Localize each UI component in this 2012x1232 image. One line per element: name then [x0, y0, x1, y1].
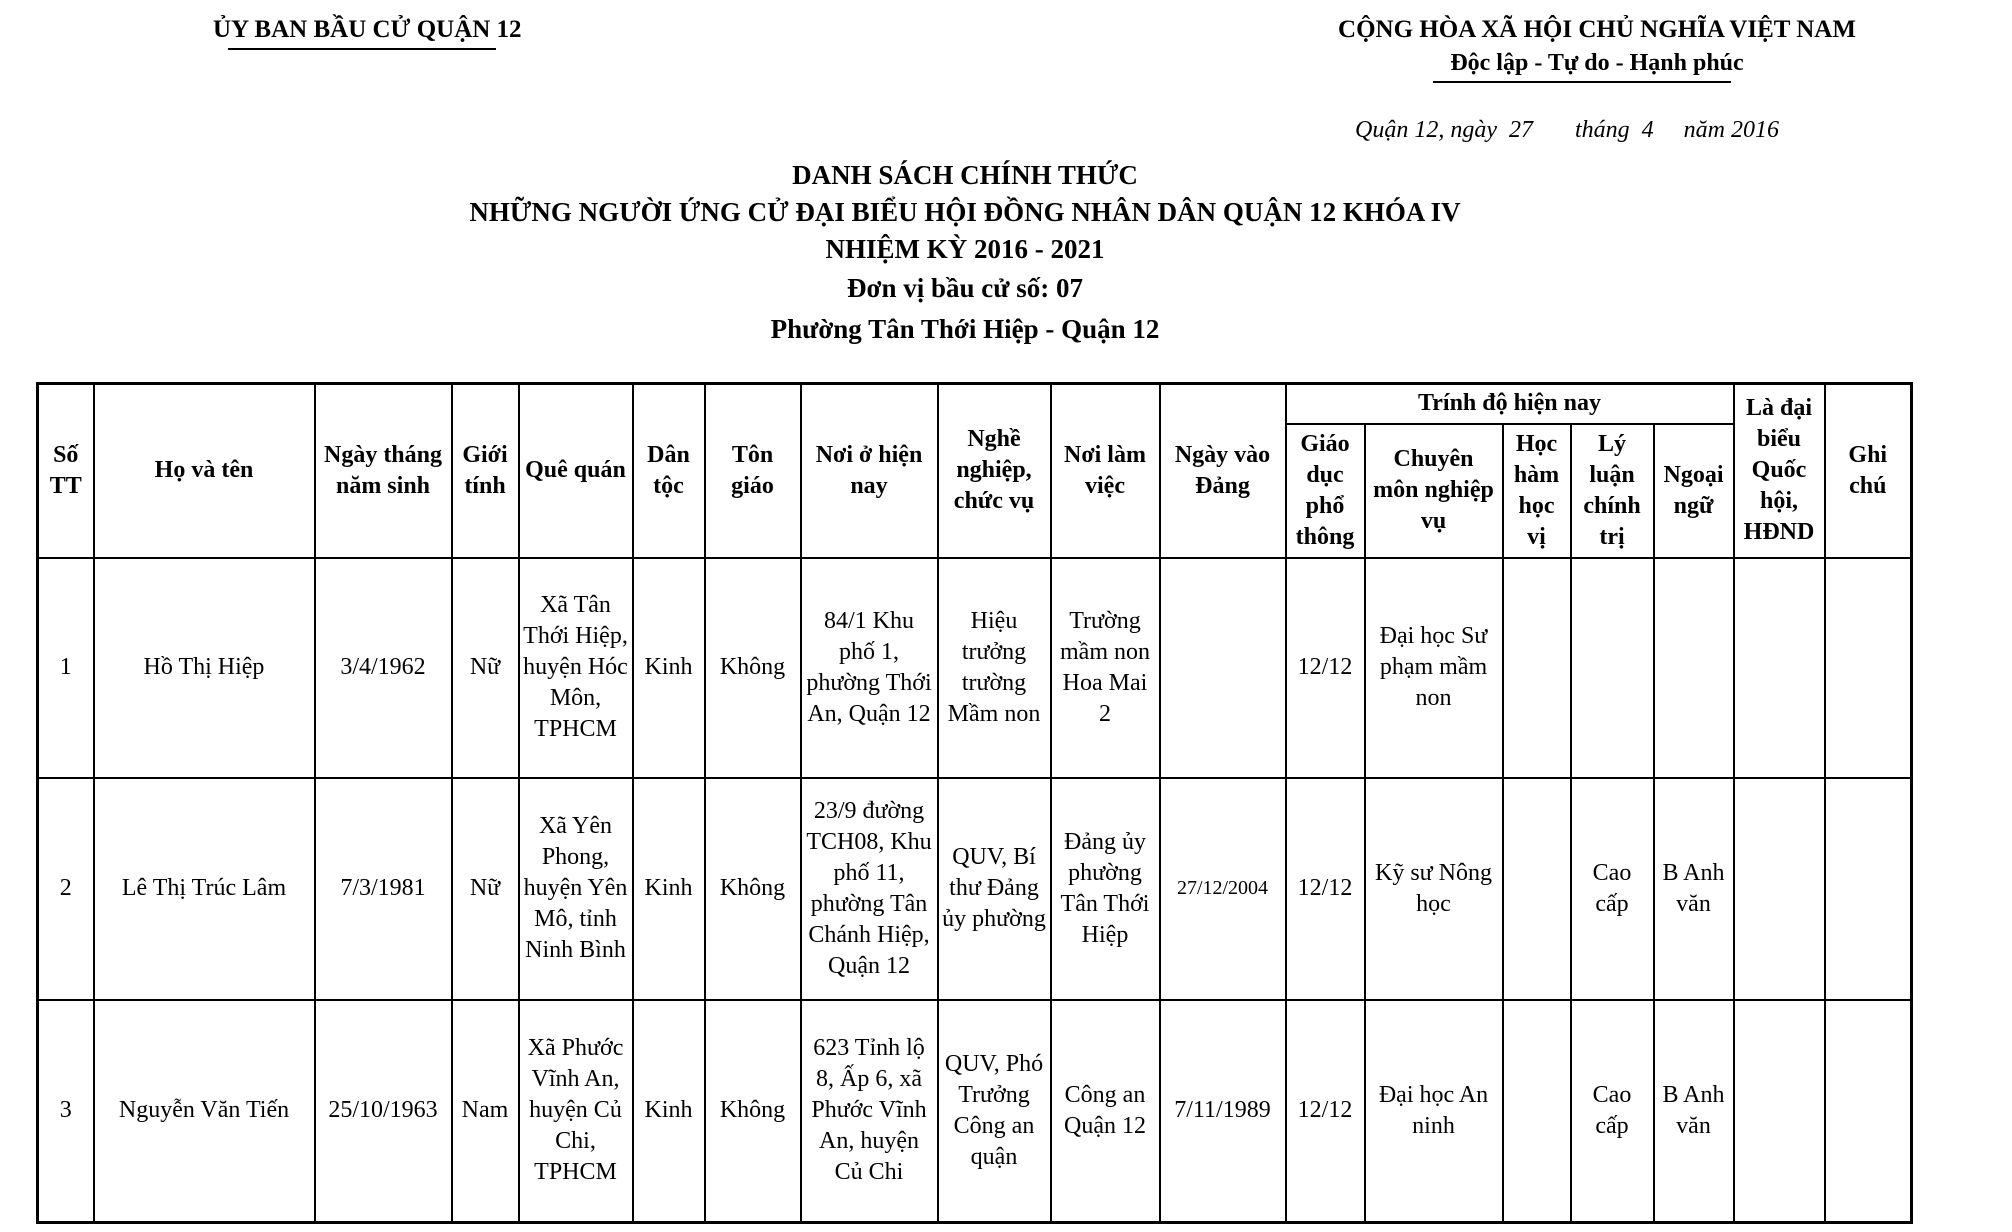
cell-residence: 623 Tỉnh lộ 8, Ấp 6, xã Phước Vĩnh An, huyện Củ Chi	[801, 1000, 938, 1223]
header-ethnicity: Dân tộc	[633, 384, 705, 558]
cell-party-date	[1160, 558, 1286, 778]
date-place: Quận 12, ngày 27	[1355, 117, 1533, 143]
cell-occupation: QUV, Phó Trưởng Công an quận	[938, 1000, 1051, 1223]
national-motto: Độc lập - Tự do - Hạnh phúc	[1450, 50, 1744, 76]
electoral-unit: Đơn vị bầu cử số: 07	[847, 273, 1083, 303]
republic-name: CỘNG HÒA XÃ HỘI CHỦ NGHĨA VIỆT NAM	[1338, 16, 1856, 43]
motto-underline	[1433, 81, 1731, 83]
table-row	[38, 1000, 1912, 1223]
candidate-table	[36, 382, 1913, 1224]
cell-language: B Anh văn	[1654, 778, 1734, 1000]
document-title	[0, 157, 1930, 350]
date-month: tháng 4	[1574, 117, 1654, 143]
cell-religion: Không	[705, 558, 801, 778]
header-politics: Lý luận chính trị	[1571, 424, 1654, 558]
header-academic: Học hàm học vị	[1503, 424, 1571, 558]
header-language: Ngoại ngữ	[1654, 424, 1734, 558]
date-year: năm 2016	[1683, 117, 1779, 143]
committee-underline	[228, 48, 496, 50]
header-workplace: Nơi làm việc	[1051, 384, 1160, 558]
cell-specialty: Đại học An ninh	[1365, 1000, 1503, 1223]
header-party-date: Ngày vào Đảng	[1160, 384, 1286, 558]
header-dob: Ngày tháng năm sinh	[315, 384, 452, 558]
cell-ethnicity: Kinh	[633, 558, 705, 778]
table-row	[38, 558, 1912, 778]
cell-stt: 1	[38, 558, 94, 778]
ward-name: Phường Tân Thới Hiệp - Quận 12	[770, 314, 1160, 344]
cell-religion: Không	[705, 1000, 801, 1223]
cell-delegate	[1734, 778, 1825, 1000]
committee-name	[213, 16, 522, 44]
cell-ethnicity: Kinh	[633, 778, 705, 1000]
header-note: Ghi chú	[1825, 384, 1912, 558]
cell-stt: 3	[38, 1000, 94, 1223]
cell-politics: Cao cấp	[1571, 1000, 1654, 1223]
date-line	[1355, 117, 1779, 144]
cell-academic	[1503, 778, 1571, 1000]
header-religion: Tôn giáo	[705, 384, 801, 558]
header-specialty: Chuyên môn nghiệp vụ	[1365, 424, 1503, 558]
header-name: Họ và tên	[94, 384, 315, 558]
national-header	[1327, 16, 1867, 77]
cell-occupation: QUV, Bí thư Đảng ủy phường	[938, 778, 1051, 1000]
cell-workplace: Đảng ủy phường Tân Thới Hiệp	[1051, 778, 1160, 1000]
cell-workplace: Trường mầm non Hoa Mai 2	[1051, 558, 1160, 778]
cell-delegate	[1734, 558, 1825, 778]
cell-delegate	[1734, 1000, 1825, 1223]
cell-politics: Cao cấp	[1571, 778, 1654, 1000]
header-gender: Giới tính	[452, 384, 519, 558]
header-general-edu: Giáo dục phổ thông	[1286, 424, 1365, 558]
cell-name: Lê Thị Trúc Lâm	[94, 778, 315, 1000]
cell-dob: 25/10/1963	[315, 1000, 452, 1223]
cell-religion: Không	[705, 778, 801, 1000]
cell-note	[1825, 1000, 1912, 1223]
cell-occupation: Hiệu trưởng trường Mầm non	[938, 558, 1051, 778]
cell-gender: Nam	[452, 1000, 519, 1223]
cell-general-edu: 12/12	[1286, 778, 1365, 1000]
cell-residence: 23/9 đường TCH08, Khu phố 11, phường Tân Chánh Hiệp, Quận 12	[801, 778, 938, 1000]
cell-general-edu: 12/12	[1286, 1000, 1365, 1223]
cell-name: Nguyễn Văn Tiến	[94, 1000, 315, 1223]
cell-hometown: Xã Phước Vĩnh An, huyện Củ Chi, TPHCM	[519, 1000, 633, 1223]
committee-name-text: ỦY BAN BẦU CỬ QUẬN 12	[213, 16, 522, 43]
cell-academic	[1503, 1000, 1571, 1223]
cell-gender: Nữ	[452, 558, 519, 778]
cell-party-date: 7/11/1989	[1160, 1000, 1286, 1223]
cell-hometown: Xã Yên Phong, huyện Yên Mô, tỉnh Ninh Bình	[519, 778, 633, 1000]
cell-stt: 2	[38, 778, 94, 1000]
cell-academic	[1503, 558, 1571, 778]
cell-note	[1825, 558, 1912, 778]
cell-workplace: Công an Quận 12	[1051, 1000, 1160, 1223]
header-education-group: Trính độ hiện nay	[1286, 384, 1734, 424]
cell-politics	[1571, 558, 1654, 778]
cell-gender: Nữ	[452, 778, 519, 1000]
cell-specialty: Đại học Sư phạm mầm non	[1365, 558, 1503, 778]
title-line-1: DANH SÁCH CHÍNH THỨC	[792, 160, 1138, 190]
header-occupation: Nghề nghiệp, chức vụ	[938, 384, 1051, 558]
cell-hometown: Xã Tân Thới Hiệp, huyện Hóc Môn, TPHCM	[519, 558, 633, 778]
cell-language: B Anh văn	[1654, 1000, 1734, 1223]
title-line-2: NHỮNG NGƯỜI ỨNG CỬ ĐẠI BIỂU HỘI ĐỒNG NHÂN DÂN QUẬN 12 KHÓA IV	[469, 197, 1461, 227]
table-row	[38, 778, 1912, 1000]
cell-residence: 84/1 Khu phố 1, phường Thới An, Quận 12	[801, 558, 938, 778]
cell-specialty: Kỹ sư Nông học	[1365, 778, 1503, 1000]
cell-party-date: 27/12/2004	[1160, 778, 1286, 1000]
cell-ethnicity: Kinh	[633, 1000, 705, 1223]
header-residence: Nơi ở hiện nay	[801, 384, 938, 558]
title-line-3: NHIỆM KỲ 2016 - 2021	[825, 234, 1105, 264]
cell-dob: 7/3/1981	[315, 778, 452, 1000]
cell-dob: 3/4/1962	[315, 558, 452, 778]
header-stt: Số TT	[38, 384, 94, 558]
cell-name: Hồ Thị Hiệp	[94, 558, 315, 778]
cell-note	[1825, 778, 1912, 1000]
cell-general-edu: 12/12	[1286, 558, 1365, 778]
header-hometown: Quê quán	[519, 384, 633, 558]
cell-language	[1654, 558, 1734, 778]
header-delegate: Là đại biểu Quốc hội, HĐND	[1734, 384, 1825, 558]
